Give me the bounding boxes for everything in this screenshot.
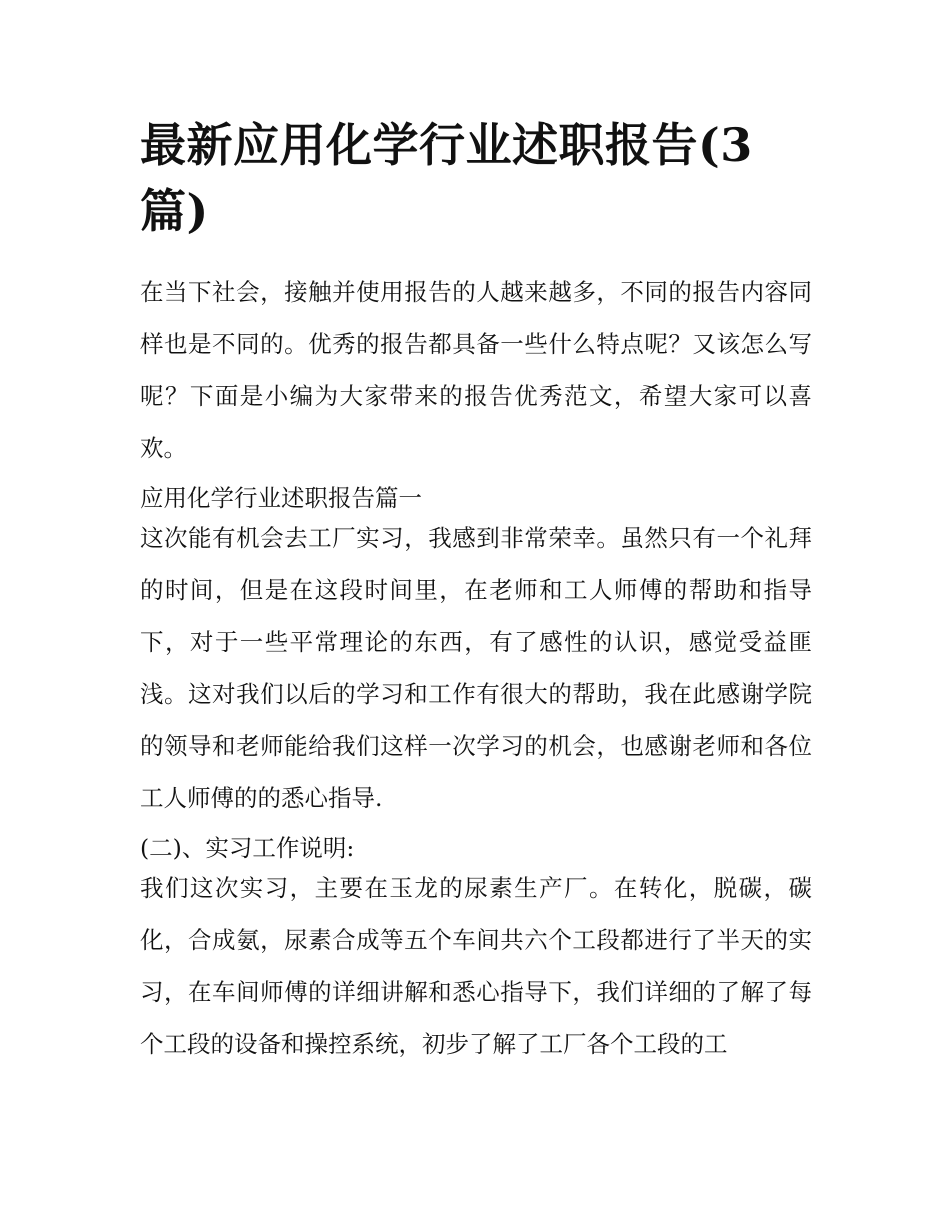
- section-heading: 应用化学行业述职报告篇一: [140, 484, 422, 512]
- document-title: 最新应用化学行业述职报告(3篇): [140, 118, 753, 238]
- subheading: (二)、实习工作说明:: [140, 834, 355, 862]
- intro-paragraph: 在当下社会，接触并使用报告的人越来越多，不同的报告内容同样也是不同的。优秀的报告都具备一些什么特点呢？又该怎么写呢？下面是小编为大家带来的报告优秀范文，希望大家可以喜欢。: [140, 278, 812, 462]
- document-body: [140, 112, 812, 1072]
- body-paragraph-1: 这次能有机会去工厂实习，我感到非常荣幸。虽然只有一个礼拜的时间，但是在这段时间里，在老师和工人师傅的帮助和指导下，对于一些平常理论的东西，有了感性的认识，感觉受益匪浅。这对我们以后的学习和工作有很大的帮助，我在此感谢学院的领导和老师能给我们这样一次学习的机会，也感谢老师和各位工人师傅的的悉心指导.: [140, 524, 812, 812]
- body-paragraph-2: 我们这次实习，主要在玉龙的尿素生产厂。在转化，脱碳，碳化，合成氨，尿素合成等五个车间共六个工段都进行了半天的实习，在车间师傅的详细讲解和悉心指导下，我们详细的了解了每个工段的设备和操控系统，初步了解了工厂各个工段的工: [140, 874, 812, 1058]
